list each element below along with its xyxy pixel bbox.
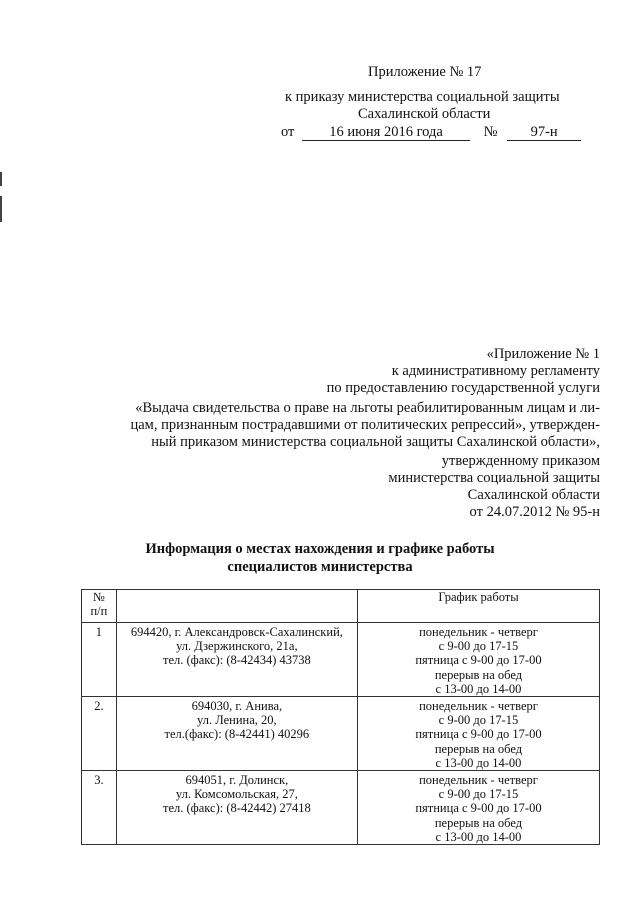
schedule-line: понедельник - четверг bbox=[419, 699, 538, 714]
scan-edge-mark bbox=[0, 172, 2, 186]
number-label: № bbox=[483, 124, 498, 140]
address-line: 694051, г. Долинск, bbox=[185, 773, 289, 788]
address-line: ул. Дзержинского, 21а, bbox=[176, 639, 298, 654]
header-schedule: График работы bbox=[357, 590, 599, 623]
schedule-line: с 9-00 до 17-15 bbox=[438, 639, 519, 654]
table-row bbox=[82, 623, 600, 697]
attachment-order-line: к приказу министерства социальной защиты bbox=[285, 89, 560, 105]
quote-line: утвержденному приказом bbox=[441, 453, 600, 469]
address-line: 694420, г. Александровск-Сахалинский, bbox=[130, 625, 343, 639]
address-line: тел.(факс): (8-42441) 40296 bbox=[164, 727, 310, 742]
scan-edge-mark bbox=[0, 196, 2, 222]
schedule-line: с 9-00 до 17-15 bbox=[438, 713, 519, 728]
schedule-line: пятница с 9-00 до 17-00 bbox=[415, 727, 542, 742]
attachment-date-line bbox=[281, 124, 581, 141]
row-number: 1 bbox=[95, 625, 102, 639]
schedule-line: пятница с 9-00 до 17-00 bbox=[415, 653, 542, 668]
table-row bbox=[82, 771, 600, 845]
address-line: ул. Ленина, 20, bbox=[197, 713, 277, 728]
order-date: 16 июня 2016 года bbox=[302, 125, 470, 141]
schedule-line: с 13-00 до 14-00 bbox=[435, 755, 522, 770]
schedule-line: перерыв на обед bbox=[434, 815, 523, 830]
header-number: № п/п bbox=[82, 590, 117, 623]
quote-line: от 24.07.2012 № 95-н bbox=[469, 504, 600, 520]
quote-line: цам, признанным пострадавшими от политических репрессий», утвержден- bbox=[130, 417, 600, 433]
quote-line: «Приложение № 1 bbox=[486, 346, 600, 362]
quote-line: ный приказом министерства социальной защиты Сахалинской области», bbox=[151, 434, 600, 450]
schedule-line: пятница с 9-00 до 17-00 bbox=[415, 801, 542, 816]
address-line: тел. (факс): (8-42434) 43738 bbox=[162, 653, 311, 668]
attachment-title: Приложение № 17 bbox=[368, 64, 482, 80]
header-address bbox=[116, 590, 357, 623]
quote-line: министерства социальной защиты bbox=[388, 470, 600, 486]
schedule-line: с 13-00 до 14-00 bbox=[435, 829, 522, 844]
table-header-row bbox=[82, 590, 600, 623]
address-line: тел. (факс): (8-42442) 27418 bbox=[162, 801, 311, 816]
address-line: ул. Комсомольская, 27, bbox=[175, 787, 298, 802]
schedule-line: понедельник - четверг bbox=[419, 773, 538, 788]
attachment-region-line: Сахалинской области bbox=[358, 106, 491, 122]
table-heading-line1: Информация о местах нахождения и графике работы bbox=[145, 541, 495, 557]
quote-line: Сахалинской области bbox=[467, 487, 600, 503]
schedule-line: с 13-00 до 14-00 bbox=[435, 681, 522, 696]
from-label: от bbox=[281, 124, 295, 140]
schedule-line: понедельник - четверг bbox=[419, 625, 538, 639]
quote-line: «Выдача свидетельства о праве на льготы реабилитированным лицам и ли- bbox=[135, 400, 600, 416]
address-line: 694030, г. Анива, bbox=[191, 699, 283, 714]
schedule-line: перерыв на обед bbox=[434, 667, 523, 682]
schedule-line: с 9-00 до 17-15 bbox=[438, 787, 519, 802]
table-row bbox=[82, 697, 600, 771]
specialists-table bbox=[81, 589, 600, 845]
quote-line: по предоставлению государственной услуги bbox=[326, 380, 600, 396]
order-number: 97-н bbox=[507, 125, 581, 141]
table-heading-line2: специалистов министерства bbox=[227, 559, 413, 575]
schedule-line: перерыв на обед bbox=[434, 741, 523, 756]
row-number: 2. bbox=[94, 699, 104, 714]
row-number: 3. bbox=[94, 773, 104, 788]
quote-line: к административному регламенту bbox=[391, 363, 600, 379]
